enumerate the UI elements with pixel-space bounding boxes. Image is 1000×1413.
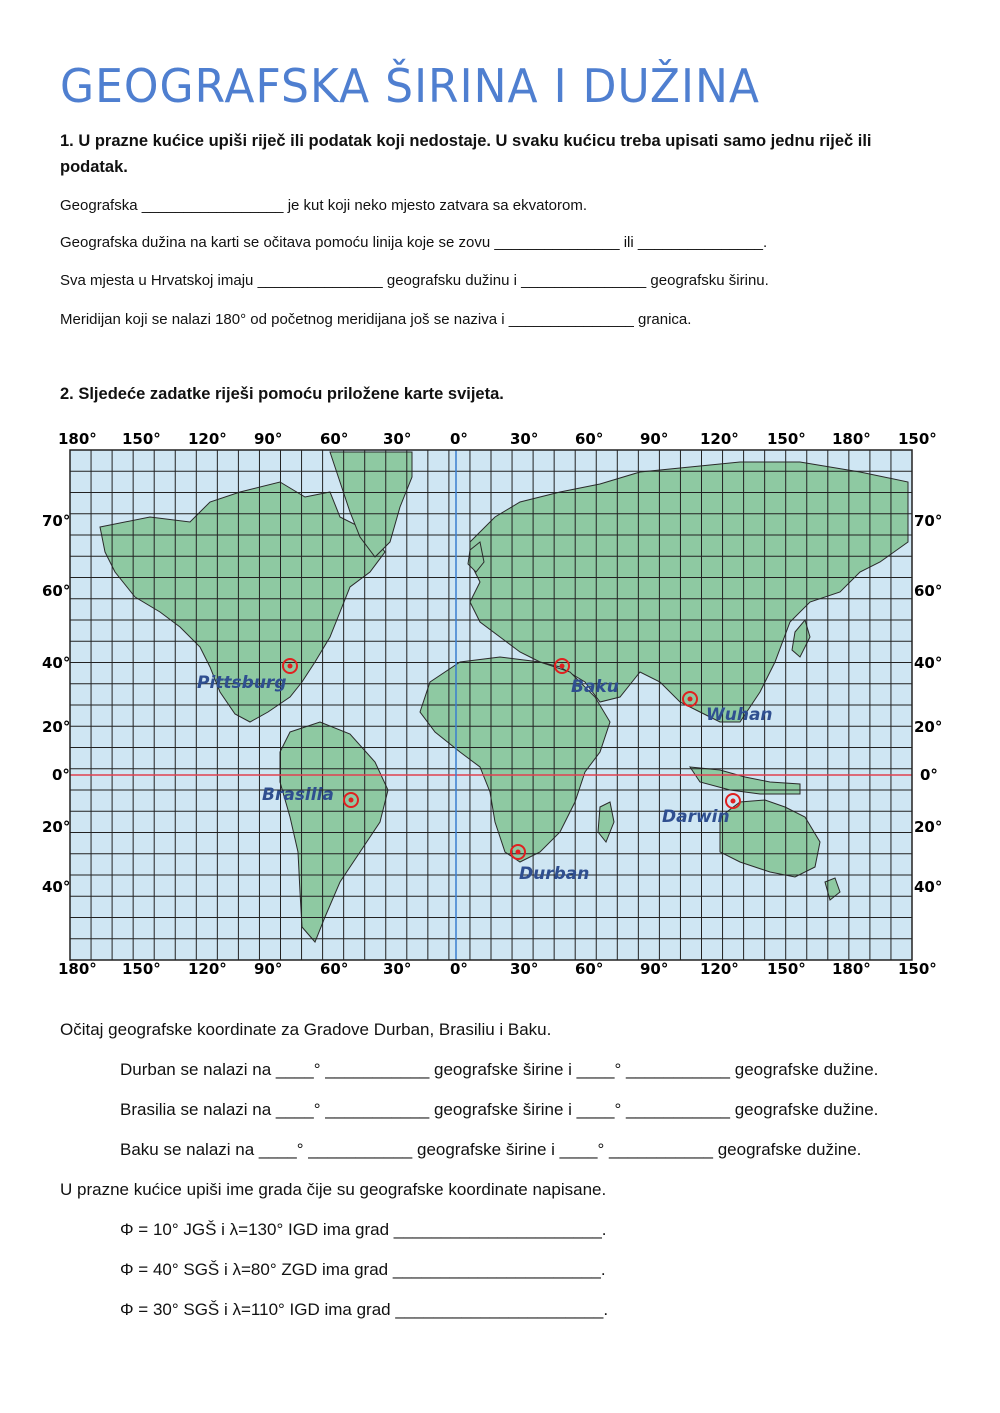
coordinate-grid xyxy=(70,450,912,960)
lat-label: 20° xyxy=(914,718,943,736)
lon-label: 60° xyxy=(575,960,604,978)
city-label-durban: Durban xyxy=(519,864,590,884)
world-map xyxy=(40,422,960,982)
lat-label: 20° xyxy=(42,818,71,836)
q1-line-1: Geografska _________________ je kut koji neko mjesto zatvara sa ekvatorom. xyxy=(60,197,587,214)
lat-label: 40° xyxy=(42,878,71,896)
lon-label: 150° xyxy=(898,960,937,978)
lon-label: 90° xyxy=(254,430,283,448)
lon-label: 60° xyxy=(320,960,349,978)
lon-label: 120° xyxy=(188,430,227,448)
baku-line: Baku se nalazi na ____° ___________ geografske širine i ____° ___________ geografske dužine. xyxy=(120,1140,862,1159)
fill-line-2: Φ = 40° SGŠ i λ=80° ZGD ima grad ______________________. xyxy=(120,1260,606,1279)
fill-line-1: Φ = 10° JGŠ i λ=130° IGD ima grad ______________________. xyxy=(120,1220,607,1239)
city-label-baku: Baku xyxy=(571,677,619,697)
question-1-heading: 1. U prazne kućice upiši riječ ili podatak koji nedostaje. U svaku kućicu treba upisati samo jednu riječ ili podatak. xyxy=(60,132,872,176)
lat-label: 20° xyxy=(42,718,71,736)
lon-label: 0° xyxy=(450,430,468,448)
lon-label: 180° xyxy=(58,430,97,448)
page-title: GEOGRAFSKA ŠIRINA I DUŽINA xyxy=(60,60,761,114)
lat-label: 70° xyxy=(42,512,71,530)
lon-label: 90° xyxy=(254,960,283,978)
lon-label: 120° xyxy=(700,430,739,448)
top-longitude-labels xyxy=(58,430,937,448)
lat-label: 40° xyxy=(42,654,71,672)
city-label-pittsburg: Pittsburg xyxy=(197,673,287,693)
lon-label: 150° xyxy=(767,960,806,978)
lat-label: 0° xyxy=(920,766,938,784)
lon-label: 0° xyxy=(450,960,468,978)
lon-label: 180° xyxy=(832,430,871,448)
lon-label: 120° xyxy=(188,960,227,978)
lat-label: 70° xyxy=(914,512,943,530)
bottom-longitude-labels xyxy=(58,960,937,978)
lon-label: 30° xyxy=(383,430,412,448)
q1-line-2: Geografska dužina na karti se očitava pomoću linija koje se zovu _______________ ili _______________. xyxy=(60,234,768,251)
lat-label: 40° xyxy=(914,654,943,672)
lon-label: 30° xyxy=(510,430,539,448)
question-2-heading: 2. Sljedeće zadatke riješi pomoću priložene karte svijeta. xyxy=(60,385,504,403)
left-latitude-labels xyxy=(42,512,70,896)
lon-label: 150° xyxy=(122,960,161,978)
lon-label: 150° xyxy=(122,430,161,448)
q1-line-3: Sva mjesta u Hrvatskoj imaju _______________ geografsku dužinu i _______________ geografsku širinu. xyxy=(60,272,769,289)
lat-label: 20° xyxy=(914,818,943,836)
q1-line-4: Meridijan koji se nalazi 180° od početnog meridijana još se naziva i _______________ granica. xyxy=(60,311,692,328)
durban-line: Durban se nalazi na ____° ___________ geografske širine i ____° ___________ geografske dužine. xyxy=(120,1060,879,1079)
lat-label: 0° xyxy=(52,766,70,784)
lat-label: 40° xyxy=(914,878,943,896)
city-label-wuhan: Wuhan xyxy=(706,705,773,725)
lon-label: 90° xyxy=(640,960,669,978)
fill-city-intro: U prazne kućice upiši ime grada čije su geografske koordinate napisane. xyxy=(60,1180,607,1199)
lon-label: 60° xyxy=(575,430,604,448)
lon-label: 150° xyxy=(898,430,937,448)
read-coordinates-intro: Očitaj geografske koordinate za Gradove Durban, Brasiliu i Baku. xyxy=(60,1020,552,1039)
lat-label: 60° xyxy=(914,582,943,600)
right-latitude-labels xyxy=(914,512,942,896)
lon-label: 30° xyxy=(510,960,539,978)
lon-label: 30° xyxy=(383,960,412,978)
lon-label: 120° xyxy=(700,960,739,978)
lon-label: 150° xyxy=(767,430,806,448)
brasilia-line: Brasilia se nalazi na ____° ___________ geografske širine i ____° ___________ geografske dužine. xyxy=(120,1100,879,1119)
city-label-darwin: Darwin xyxy=(662,807,730,827)
lon-label: 60° xyxy=(320,430,349,448)
lon-label: 90° xyxy=(640,430,669,448)
city-label-brasilia: Brasilia xyxy=(262,785,334,805)
lat-label: 60° xyxy=(42,582,71,600)
fill-line-3: Φ = 30° SGŠ i λ=110° IGD ima grad ______________________. xyxy=(120,1300,609,1319)
lon-label: 180° xyxy=(58,960,97,978)
lon-label: 180° xyxy=(832,960,871,978)
